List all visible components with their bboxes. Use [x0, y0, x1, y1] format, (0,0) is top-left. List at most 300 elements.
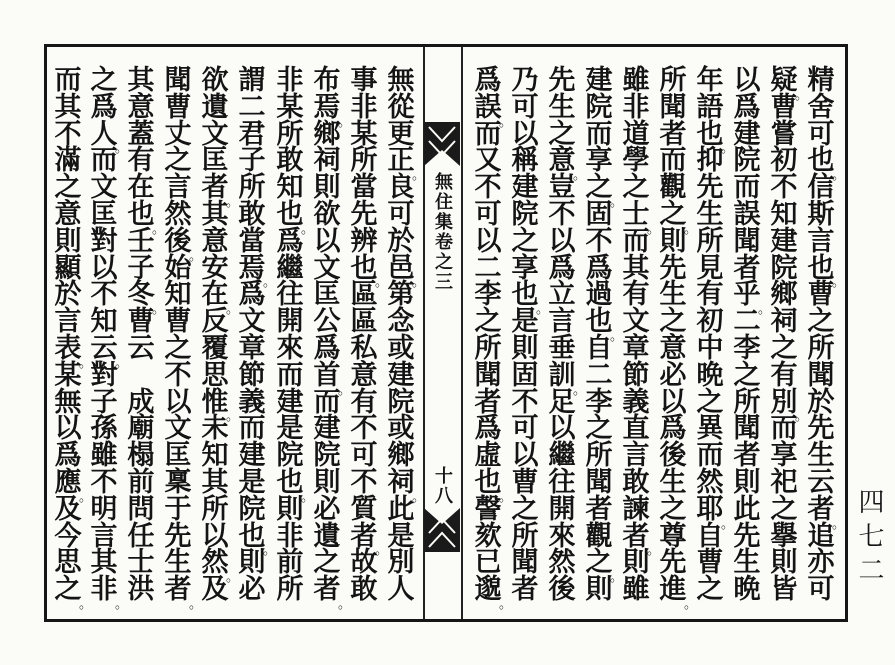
- text-column: [507, 65, 550, 606]
- character: 不: [548, 198, 576, 230]
- character: 而: [474, 118, 502, 150]
- folio-title: 無住集卷之三: [432, 172, 453, 292]
- character: 其: [54, 91, 82, 123]
- character: 無: [54, 386, 82, 418]
- text-column: [234, 65, 277, 606]
- character: 之: [696, 386, 724, 418]
- character: 已: [474, 547, 502, 579]
- punctuation-mark: 。: [375, 543, 389, 559]
- character: 或: [387, 332, 415, 364]
- character: 云: [127, 332, 155, 364]
- text-column: [50, 65, 93, 612]
- character: 對: [90, 225, 118, 257]
- character: 以: [733, 65, 761, 96]
- character: 以: [54, 413, 82, 445]
- character: 所: [276, 118, 304, 150]
- character: 雖: [90, 440, 118, 472]
- character: 尊: [659, 520, 687, 552]
- character: 曹: [127, 306, 155, 338]
- character: 疑 。: [770, 65, 809, 103]
- character: 良: [387, 172, 415, 204]
- punctuation-mark: 。: [338, 114, 352, 130]
- character: 曹: [807, 279, 835, 311]
- character: 而: [90, 145, 118, 177]
- character: 生: [659, 279, 687, 311]
- character: 及: [54, 493, 82, 525]
- character: 者: [733, 252, 761, 284]
- punctuation-mark: 。: [610, 570, 624, 586]
- character: 也 。: [276, 466, 315, 505]
- punctuation-mark: 。: [573, 168, 587, 184]
- punctuation-mark: 。: [684, 596, 698, 612]
- character: 其: [90, 547, 118, 579]
- character: 未: [201, 413, 229, 445]
- character: 初: [770, 145, 798, 177]
- character: 然: [696, 466, 724, 498]
- character: 正 。: [387, 145, 426, 184]
- character: 也 。: [807, 145, 846, 184]
- character: 文: [164, 413, 192, 445]
- character: 或: [387, 413, 415, 445]
- character: 而: [622, 225, 650, 257]
- character: 是: [276, 413, 304, 445]
- character: 意: [54, 198, 82, 230]
- character: 而: [238, 413, 266, 445]
- character: 此: [733, 493, 761, 525]
- character: 節: [622, 359, 650, 391]
- character: 建: [313, 413, 341, 445]
- character: 章: [238, 332, 266, 364]
- character: 匡: [164, 440, 192, 472]
- character: 不: [90, 466, 118, 498]
- character: 語: [696, 91, 724, 123]
- character: 乎 。: [733, 279, 772, 318]
- character: 建: [585, 65, 613, 96]
- character: 蓋: [127, 118, 155, 150]
- character: 以: [659, 386, 687, 418]
- character: 之 。: [585, 172, 624, 210]
- character: 以: [474, 225, 502, 257]
- character: 建: [770, 225, 798, 257]
- character: 先: [807, 413, 835, 445]
- character: 以: [164, 386, 192, 418]
- character: 斯: [807, 198, 835, 230]
- text-column: [803, 65, 846, 606]
- character: 始: [164, 252, 192, 284]
- character: 表 。: [54, 332, 93, 371]
- punctuation-mark: 。: [684, 221, 698, 237]
- character: 擧: [770, 520, 798, 552]
- character: 晩: [733, 574, 761, 606]
- character: 初: [696, 306, 724, 338]
- character: 匡: [201, 145, 229, 177]
- character: 知: [201, 440, 229, 472]
- character: 不: [585, 225, 613, 257]
- punctuation-mark: 。: [79, 355, 93, 371]
- character: 子: [90, 386, 118, 418]
- character: 事: [350, 65, 378, 96]
- punctuation-mark: 。: [832, 275, 846, 291]
- character: 進 。: [659, 574, 698, 612]
- character: 首 。: [313, 359, 352, 398]
- character: 曹: [511, 466, 539, 498]
- character: 然 。: [201, 547, 240, 586]
- character: 顯: [54, 252, 82, 284]
- character: 在 。: [201, 279, 240, 318]
- page-number: 四七二: [854, 488, 884, 590]
- text-column: [470, 65, 513, 612]
- character: 院: [276, 440, 304, 472]
- character: 意: [350, 359, 378, 391]
- character: 知: [276, 172, 304, 204]
- character: 在: [127, 172, 155, 204]
- character: 爲: [733, 91, 761, 123]
- character: 則: [54, 225, 82, 257]
- character: 也 。: [511, 279, 550, 318]
- character: 則: [659, 225, 687, 257]
- character: 爲: [548, 252, 576, 284]
- character: 者: [585, 493, 613, 525]
- character: 往: [548, 466, 576, 498]
- character: 之 。: [659, 198, 698, 237]
- character: 欬: [474, 520, 502, 552]
- character: 享: [585, 145, 613, 177]
- character: 之 。: [54, 574, 93, 612]
- character: 敢: [238, 198, 266, 230]
- character: 不: [770, 172, 798, 204]
- text-column: [383, 65, 426, 606]
- character: 邈 。: [474, 574, 513, 612]
- character: 祠: [770, 306, 798, 338]
- character: 也 。: [276, 198, 315, 237]
- punctuation-mark: 。: [263, 543, 277, 559]
- character: 者: [511, 574, 539, 606]
- punctuation-mark: 。: [301, 221, 315, 237]
- character: 言: [164, 172, 192, 204]
- character: 年: [696, 65, 724, 96]
- character: 聞: [585, 466, 613, 498]
- character: 子: [238, 145, 266, 177]
- character: 無: [387, 65, 415, 96]
- punctuation-mark: 。: [115, 596, 129, 612]
- character: 榻: [127, 440, 155, 472]
- character: [123, 363, 159, 390]
- character: 其: [127, 65, 155, 96]
- character: 於: [387, 225, 415, 257]
- character: 先: [659, 547, 687, 579]
- punctuation-mark: 。: [610, 194, 624, 210]
- character: 耶 。: [696, 493, 735, 532]
- character: 明: [90, 493, 118, 525]
- character: 念: [387, 306, 415, 338]
- character: 更: [387, 118, 415, 150]
- character: 意 。: [548, 145, 587, 184]
- character: 於: [54, 279, 82, 311]
- character: 不: [164, 359, 192, 391]
- character: 二: [733, 306, 761, 338]
- character: 可: [387, 198, 415, 230]
- character: 爲: [313, 332, 341, 364]
- character: 祠 。: [387, 466, 426, 505]
- character: 者: [733, 440, 761, 472]
- character: 有: [696, 279, 724, 311]
- character: 來: [276, 332, 304, 364]
- character: 文: [201, 118, 229, 150]
- punctuation-mark: 。: [189, 596, 203, 612]
- character: 以: [511, 118, 539, 150]
- character: 問: [127, 493, 155, 525]
- character: 文: [622, 306, 650, 338]
- punctuation-mark: 。: [301, 489, 315, 505]
- character: 廟: [127, 413, 155, 445]
- character: 觀: [659, 172, 687, 204]
- punctuation-mark: 。: [152, 221, 166, 237]
- character: 覆: [201, 332, 229, 364]
- character: 有: [770, 359, 798, 391]
- character: 固: [511, 359, 539, 391]
- character: 區: [350, 279, 378, 311]
- character: 冬 。: [127, 279, 166, 318]
- punctuation-mark: 。: [412, 168, 426, 184]
- character: 聞: [807, 359, 835, 391]
- character: 是: [387, 520, 415, 552]
- character: 院: [387, 386, 415, 418]
- character: 知: [90, 306, 118, 338]
- character: 而: [313, 386, 341, 418]
- character: 聞: [511, 547, 539, 579]
- character: 李: [733, 332, 761, 364]
- character: 所: [474, 332, 502, 364]
- character: 院: [585, 91, 613, 123]
- character: 之: [511, 225, 539, 257]
- punctuation-mark: 。: [795, 409, 809, 425]
- character: 知: [770, 198, 798, 230]
- text-column: [692, 65, 735, 606]
- punctuation-mark: 。: [758, 302, 772, 318]
- character: 則: [622, 547, 650, 579]
- punctuation-mark: 。: [263, 275, 277, 291]
- folio-number: 十八: [432, 466, 453, 506]
- character: 之: [659, 306, 687, 338]
- character: 聞: [164, 65, 192, 96]
- character: 抑: [696, 145, 724, 177]
- text-column: [309, 65, 352, 612]
- character: 祀: [770, 466, 798, 498]
- text-column: [766, 65, 809, 606]
- character: 之: [474, 306, 502, 338]
- punctuation-mark: 。: [226, 409, 240, 425]
- character: 爲: [276, 225, 304, 257]
- character: 別: [387, 547, 415, 579]
- character: 者 。: [164, 574, 203, 612]
- character: 先: [350, 198, 378, 230]
- character: 之: [696, 574, 724, 606]
- character: 遺: [201, 91, 229, 123]
- character: 思: [54, 547, 82, 579]
- character: 某: [350, 118, 378, 150]
- character: 欲: [313, 198, 341, 230]
- character: 則: [276, 493, 304, 525]
- character: 別 。: [770, 386, 809, 425]
- character: 而: [276, 359, 304, 391]
- character: 義: [622, 386, 650, 418]
- character: 欲: [201, 65, 229, 96]
- character: 之: [585, 413, 613, 445]
- character: 開: [548, 493, 576, 525]
- character: 私: [350, 332, 378, 364]
- character: 可: [807, 118, 835, 150]
- punctuation-mark: 。: [412, 489, 426, 505]
- character: 繼: [276, 252, 304, 284]
- character: 生: [659, 466, 687, 498]
- character: 當: [350, 172, 378, 204]
- character: 非: [276, 520, 304, 552]
- character: 二: [585, 359, 613, 391]
- character: 爲: [585, 252, 613, 284]
- character: 所: [807, 332, 835, 364]
- text-column: [272, 65, 315, 606]
- character: 直: [622, 413, 650, 445]
- punctuation-mark: 。: [338, 596, 352, 612]
- character: 自: [696, 520, 724, 552]
- character: 此: [387, 493, 415, 525]
- character: 鄉: [387, 440, 415, 472]
- character: 開: [276, 306, 304, 338]
- character: 以: [548, 413, 576, 445]
- character: 建: [387, 359, 415, 391]
- character: 知: [164, 279, 192, 311]
- character: 院: [733, 145, 761, 177]
- character: 意: [201, 225, 229, 257]
- character: 也 。: [127, 198, 166, 237]
- character: 曹: [164, 306, 192, 338]
- character: 過: [585, 279, 613, 311]
- character: 而: [696, 440, 724, 472]
- character: 思: [201, 359, 229, 391]
- character: 滿: [54, 145, 82, 177]
- character: 所: [238, 172, 266, 204]
- character: 見: [696, 252, 724, 284]
- character: 來: [548, 520, 576, 552]
- character: 異: [696, 413, 724, 445]
- character: 之: [807, 306, 835, 338]
- character: 於: [807, 386, 835, 418]
- text-column: [123, 65, 166, 606]
- character: 也 。: [585, 306, 624, 344]
- character: 不: [511, 386, 539, 418]
- character: 聞: [733, 225, 761, 257]
- character: 先: [733, 520, 761, 552]
- character: 之: [313, 547, 341, 579]
- character: 成: [127, 386, 155, 418]
- character: 某: [54, 359, 82, 391]
- punctuation-mark: 。: [375, 275, 389, 291]
- character: 有: [622, 279, 650, 311]
- character: 非 。: [90, 574, 129, 612]
- character: 云 。: [90, 332, 129, 371]
- character: 李: [474, 279, 502, 311]
- character: 而: [733, 172, 761, 204]
- character: 文: [90, 172, 118, 204]
- character: 不: [350, 466, 378, 498]
- character: 生: [164, 547, 192, 579]
- character: 辨: [350, 225, 378, 257]
- character: 而: [659, 145, 687, 177]
- character: 安: [201, 252, 229, 284]
- character: 不: [474, 172, 502, 204]
- character: 者: [659, 118, 687, 150]
- character: 垂: [548, 332, 576, 364]
- character: 則: [585, 574, 613, 606]
- text-column: [729, 65, 772, 606]
- character: 是: [238, 466, 266, 498]
- character: 爲: [90, 91, 118, 123]
- character: 固: [585, 198, 613, 230]
- character: 之: [770, 493, 798, 525]
- character: 其: [622, 252, 650, 284]
- character: 文: [238, 306, 266, 338]
- text-column: [346, 65, 389, 606]
- character: 也 。: [238, 520, 277, 559]
- character: 之: [90, 65, 118, 96]
- punctuation-mark: 。: [79, 489, 93, 505]
- character: 雖: [622, 574, 650, 606]
- character: 節: [238, 359, 266, 391]
- character: 焉 。: [238, 252, 277, 291]
- character: 也 。: [474, 466, 513, 505]
- character: 後: [659, 440, 687, 472]
- punctuation-mark: 。: [721, 516, 735, 532]
- character: 院: [770, 252, 798, 284]
- lower-fishtail-icon: [424, 508, 460, 552]
- character: 院: [238, 493, 266, 525]
- character: 前: [276, 547, 304, 579]
- character: 先: [659, 252, 687, 284]
- punctuation-mark: 。: [499, 596, 513, 612]
- character: 稟: [164, 466, 192, 498]
- character: 之: [164, 332, 192, 364]
- character: 君: [238, 118, 266, 150]
- character: 丈: [164, 118, 192, 150]
- character: 誤: [733, 198, 761, 230]
- character: 匡: [313, 279, 341, 311]
- character: 爲: [474, 65, 502, 96]
- character: 鄉: [770, 279, 798, 311]
- character: 惟 。: [201, 386, 240, 425]
- character: 自: [585, 332, 613, 364]
- character: 之: [770, 332, 798, 364]
- character: 言: [622, 440, 650, 472]
- character: 前: [127, 466, 155, 498]
- character: 晩: [696, 359, 724, 391]
- fold-line-right: [461, 47, 463, 619]
- character: 先: [548, 65, 576, 96]
- character: 曹: [696, 547, 724, 579]
- character: 者 。: [201, 172, 240, 210]
- character: 任: [127, 520, 155, 552]
- character: 生: [696, 198, 724, 230]
- character: 之: [54, 172, 82, 204]
- character: 所: [511, 520, 539, 552]
- character: 對: [90, 359, 118, 391]
- text-column: [197, 65, 240, 606]
- character: 李: [585, 386, 613, 418]
- punctuation-mark: 。: [412, 275, 426, 291]
- character: 士: [127, 547, 155, 579]
- character: 聞: [474, 359, 502, 391]
- character: 及: [201, 574, 229, 606]
- character: 以: [90, 252, 118, 284]
